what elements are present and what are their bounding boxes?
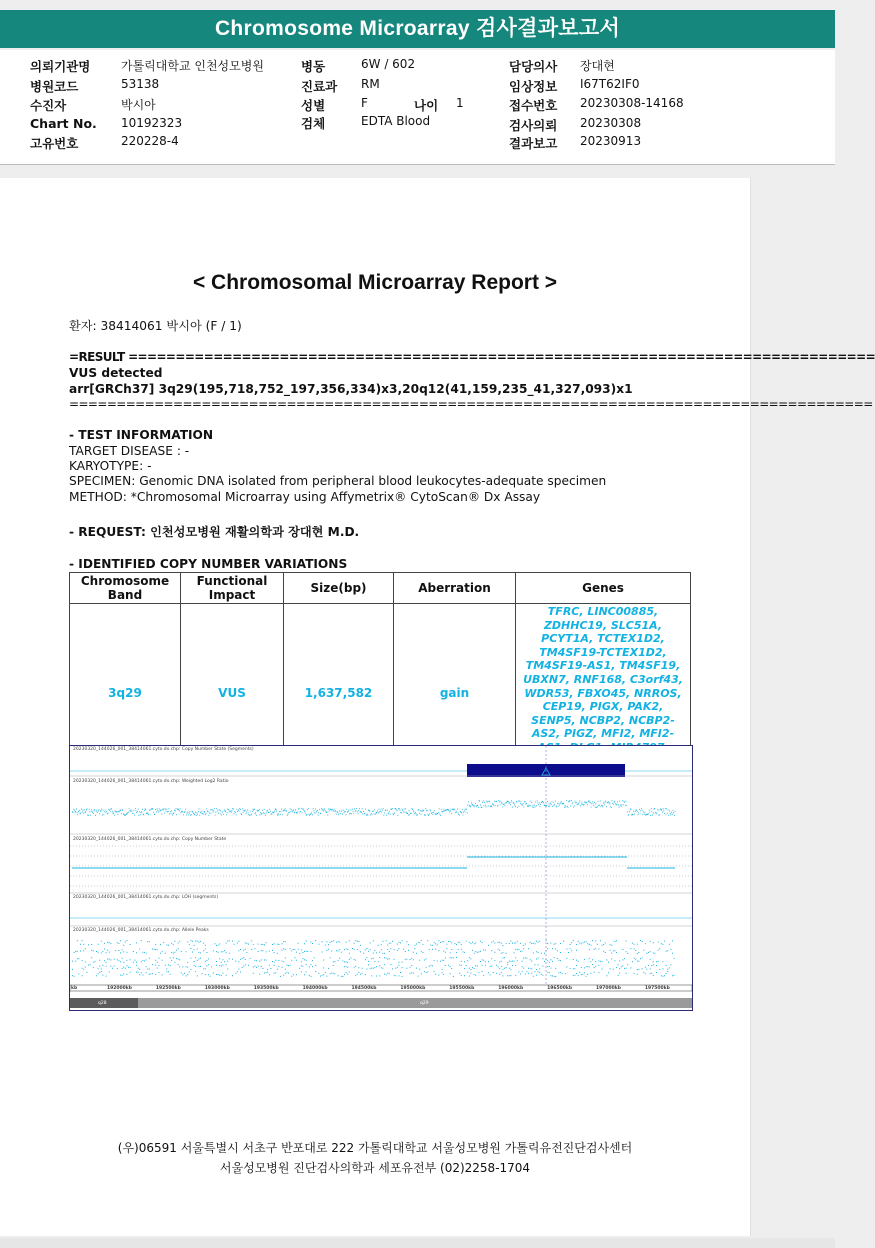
label-clinical-info: 임상정보 xyxy=(509,79,558,94)
x-tick-label: 196500kb xyxy=(547,986,573,991)
report-page xyxy=(0,178,875,1236)
x-tick-label: 195500kb xyxy=(449,986,475,991)
arr-result: arr[GRCh37] 3q29(195,718,752_197,356,334)x3,20q12(41,159,235_41,327,093)x1 xyxy=(69,382,633,396)
track-title-copy-state: 20230320_144026_001_38414061.cyto.dx.chp: Copy Number State xyxy=(73,837,227,842)
label-report-date: 결과보고 xyxy=(509,136,558,151)
label-department: 진료과 xyxy=(301,79,338,94)
band-label-left: q28 xyxy=(98,1001,107,1006)
track-title-loh: 20230320_144026_001_38414061.cyto.dx.chp: LOH (segments) xyxy=(73,895,219,900)
value-attending-physician: 장대현 xyxy=(580,59,615,73)
header-aberration: Aberration xyxy=(394,573,516,604)
value-age: 1 xyxy=(456,96,464,110)
patient-line: 환자: 38414061 박시아 (F / 1) xyxy=(69,319,242,333)
value-specimen: EDTA Blood xyxy=(361,114,431,128)
track-title-allele: 20230320_144026_001_38414061.cyto.dx.chp: Allele Peaks xyxy=(73,928,209,933)
label-unique-no: 고유번호 xyxy=(30,136,79,151)
cell-band: 3q29 xyxy=(70,604,181,784)
footer-address: (우)06591 서울특별시 서초구 반포대로 222 가톨릭대학교 서울성모병원 가톨릭유전진단검사센터 xyxy=(117,1141,633,1155)
specimen-line: SPECIMEN: Genomic DNA isolated from peripheral blood leukocytes-adequate specimen xyxy=(69,474,607,488)
band-label-right: q29 xyxy=(420,1001,429,1006)
result-separator: =RESULT =============================================================================== xyxy=(69,350,875,364)
x-tick-label: 194000kb xyxy=(302,986,328,991)
x-tick-label: 195000kb xyxy=(400,986,426,991)
method-line: METHOD: *Chromosomal Microarray using Affymetrix® CytoScan® Dx Assay xyxy=(69,490,541,504)
cell-impact: VUS xyxy=(181,604,284,784)
vus-detected: VUS detected xyxy=(69,366,163,380)
x-tick-label: 192000kb xyxy=(107,986,133,991)
report-title-bar xyxy=(0,10,835,48)
patient-header xyxy=(0,50,835,165)
log2-ratio-points xyxy=(72,801,675,816)
label-age: 나이 xyxy=(414,98,439,113)
value-hospital-code: 53138 xyxy=(121,77,160,91)
cnv-heading: - IDENTIFIED COPY NUMBER VARIATIONS xyxy=(69,557,348,571)
plot-graphics xyxy=(70,746,692,1010)
header-size: Size(bp) xyxy=(284,573,394,604)
x-tick-label: 193000kb xyxy=(204,986,230,991)
cell-size: 1,637,582 xyxy=(284,604,394,784)
value-referring-institution: 가톨릭대학교 인천성모병원 xyxy=(121,59,264,73)
band-strip xyxy=(70,998,692,1008)
horizontal-scrollbar[interactable] xyxy=(0,1238,835,1248)
value-department: RM xyxy=(361,77,380,91)
value-sex: F xyxy=(361,96,368,110)
label-attending-physician: 담당의사 xyxy=(509,59,558,74)
header-chromosome-band: Chromosome Band xyxy=(70,573,181,604)
test-info-heading: - TEST INFORMATION xyxy=(69,428,214,442)
track-title-copy-segments: 20230320_144026_001_38414061.cyto.dx.chp: Copy Number State (Segments) xyxy=(73,747,254,752)
x-tick-label: 194500kb xyxy=(351,986,377,991)
report-heading: < Chromosomal Microarray Report > xyxy=(192,271,558,294)
request-line: - REQUEST: 인천성모병원 재활의학과 장대현 M.D. xyxy=(69,525,360,539)
cnv-table-header xyxy=(70,573,691,604)
x-tick-label: 193500kb xyxy=(253,986,279,991)
value-ward: 6W / 602 xyxy=(361,57,416,71)
cell-aberration: gain xyxy=(394,604,516,784)
track-title-log2: 20230320_144026_001_38414061.cyto.dx.chp: Weighted Log2 Ratio xyxy=(73,779,229,784)
value-clinical-info: I67T62IF0 xyxy=(580,77,640,91)
label-receipt-no: 접수번호 xyxy=(509,98,558,113)
result-end-separator: ===================================================================================== xyxy=(69,397,873,411)
karyotype: KARYOTYPE: - xyxy=(69,459,152,473)
chromosome-plot xyxy=(69,745,693,1011)
x-tick-label: kb xyxy=(71,986,78,991)
target-disease: TARGET DISEASE : - xyxy=(69,444,190,458)
label-ward: 병동 xyxy=(301,59,326,74)
footer-department: 서울성모병원 진단검사의학과 세포유전부 (02)2258-1704 xyxy=(219,1161,531,1175)
label-hospital-code: 병원코드 xyxy=(30,79,79,94)
x-tick-label: 192500kb xyxy=(155,986,181,991)
label-specimen: 검체 xyxy=(301,116,326,131)
header-genes: Genes xyxy=(516,573,691,604)
value-unique-no: 220228-4 xyxy=(121,134,179,148)
header-functional-impact: Functional Impact xyxy=(181,573,284,604)
label-chart-no: Chart No. xyxy=(30,116,97,131)
label-patient: 수진자 xyxy=(30,98,67,113)
x-tick-label: 197000kb xyxy=(596,986,622,991)
value-patient: 박시아 xyxy=(121,98,156,112)
value-request-date: 20230308 xyxy=(580,116,642,130)
cell-genes: TFRC, LINC00885, ZDHHC19, SLC51A, PCYT1A, TCTEX1D2, TM4SF19-TCTEX1D2, TM4SF19-AS1, TM4SF19, UBXN7, RNF168, C3orf43, WDR53, FBXO45, NRROS, CEP19, PIGX, PAK2, SENP5, NCBP2, NCBP2-AS2, PIGZ, MFI2, MFI2- xyxy=(516,604,691,784)
report-title: Chromosome Microarray 검사결과보고서 xyxy=(214,17,621,40)
value-receipt-no: 20230308-14168 xyxy=(580,96,684,110)
x-tick-label: 196000kb xyxy=(498,986,524,991)
x-tick-label: 197500kb xyxy=(644,986,670,991)
label-request-date: 검사의뢰 xyxy=(509,118,558,133)
value-chart-no: 10192323 xyxy=(121,116,183,130)
label-referring-institution: 의뢰기관명 xyxy=(30,59,91,74)
label-sex: 성별 xyxy=(301,98,326,113)
allele-peak-points xyxy=(72,941,675,977)
value-report-date: 20230913 xyxy=(580,134,642,148)
